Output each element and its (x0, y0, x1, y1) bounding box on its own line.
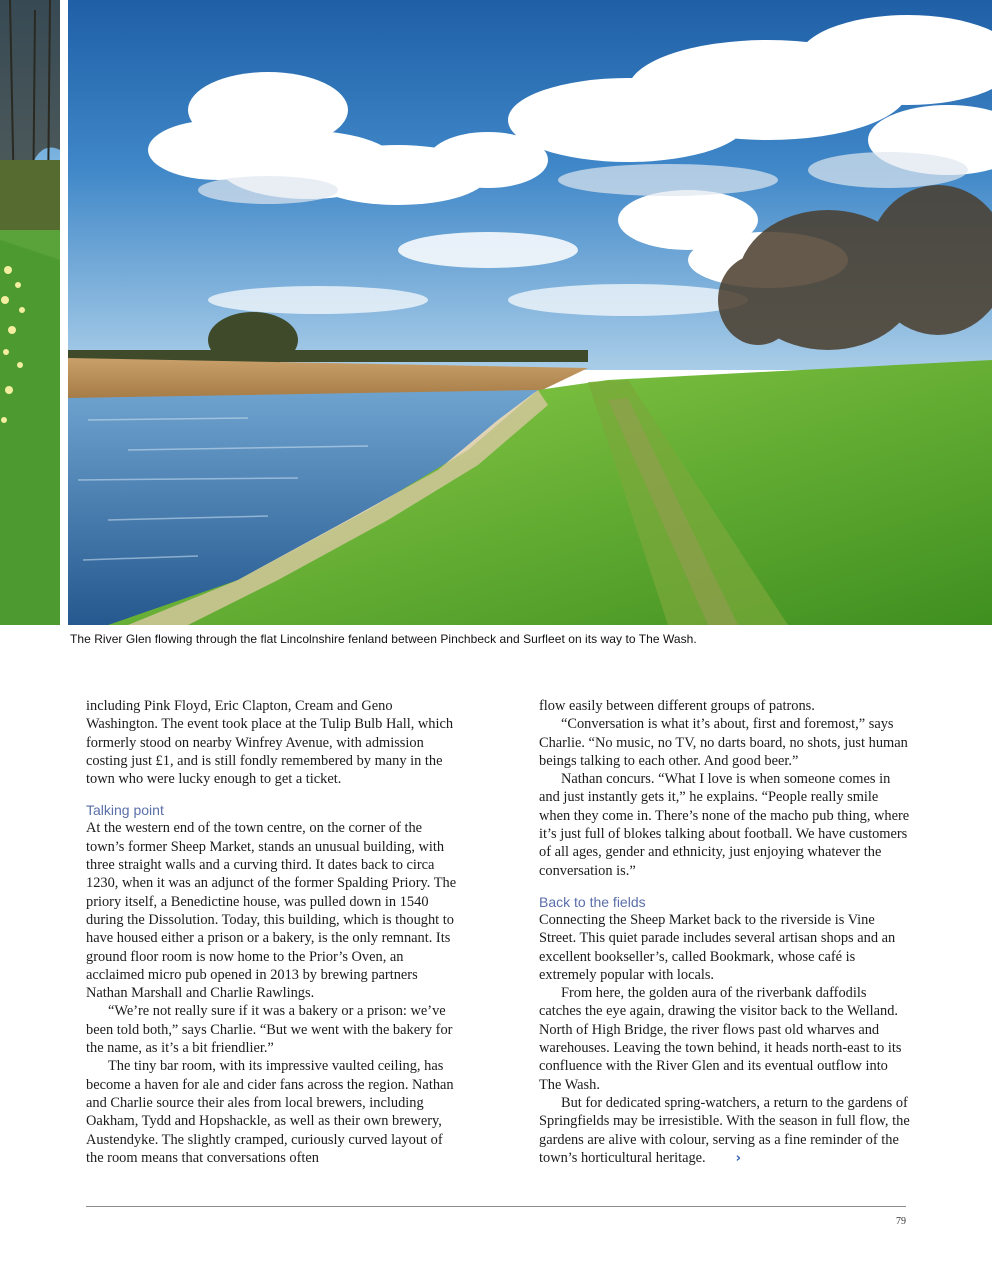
paragraph (539, 1094, 911, 1168)
paragraph: flow easily between different groups of patrons. (539, 698, 815, 714)
page-number: 79 (896, 1216, 906, 1227)
photo-caption: The River Glen flowing through the flat Lincolnshire fenland between Pinchbeck and Surfleet on its way to The Wash. (70, 632, 697, 646)
paragraph: Connecting the Sheep Market back to the riverside is Vine Street. This quiet parade includes several artisan shops and an excellent bookseller’s, called Bookmark, whose café is extremely popular with locals. (539, 911, 896, 983)
paragraph: “Conversation is what it’s about, first and foremost,” says Charlie. “No music, no TV, no darts board, no shots, just human beings talking to each other. And good beer.” (539, 716, 908, 769)
article-column-right (539, 697, 911, 1168)
paragraph: including Pink Floyd, Eric Clapton, Cream and Geno Washington. The event took place at the Tulip Bulb Hall, which formerly stood on nearby Winfrey Avenue, with admission costing just £1, and is still fondly remembered by many in the town who were lucky enough to get a ticket. (86, 698, 454, 788)
adjacent-photo-strip (0, 0, 60, 625)
paragraph: At the western end of the town centre, on the corner of the town’s former Sheep Market, stands an unusual building, with three straight walls and a curving third. It dates back to circa 1230, when it was an adjunct of the former Spalding Priory. The priory itself, a Benedictine house, was pulled down in 1540 during the Dissolution. Today, this building, which is thought to have housed either a prison or a bakery, is the only remnant. Its ground floor room is now home to the Prior’s Oven, an acclaimed micro pub opened in 2013 by brewing partners Nathan Marshall and Charlie Rawlings. (86, 820, 457, 1002)
section-heading-talking-point: Talking point (86, 802, 164, 819)
chevron-right-icon: › (735, 1150, 742, 1166)
paragraph-text: But for dedicated spring-watchers, a return to the gardens of Springfields may be irresistible. With the season in full flow, the gardens are alive with colour, serving as a fine reminder of the town’s horticultural heritage. (539, 1094, 910, 1166)
section-heading-back-to-the-fields: Back to the fields (539, 893, 646, 910)
footer-rule (86, 1206, 906, 1207)
paragraph: Nathan concurs. “What I love is when someone comes in and just instantly gets it,” he explains. “People really smile when they come in. There’s none of the macho pub thing, where it’s just full of blokes talking about football. We have customers of all ages, gender and ethnicity, just enjoying whatever the conversation is.” (539, 771, 910, 879)
article-column-left (86, 697, 461, 1167)
paragraph: From here, the golden aura of the riverbank daffodils catches the eye again, drawing the visitor back to the Welland. North of High Bridge, the river flows past old wharves and warehouses. Leaving the town behind, it heads north-east to its confluence with the River Glen and its eventual outflow into The Wash. (539, 985, 902, 1093)
river-glen-photo (68, 0, 992, 625)
paragraph: “We’re not really sure if it was a bakery or a prison: we’ve been told both,” says Charlie. “But we went with the bakery for the name, as it’s a bit friendlier.” (86, 1003, 453, 1057)
paragraph: The tiny bar room, with its impressive vaulted ceiling, has become a haven for ale and cider fans across the region. Nathan and Charlie source their ales from local brewers, including Oakham, Tydd and Hopshackle, as well as their own brewery, Austendyke. The slightly cramped, curiously curved layout of the room means that conversations often (86, 1058, 454, 1166)
